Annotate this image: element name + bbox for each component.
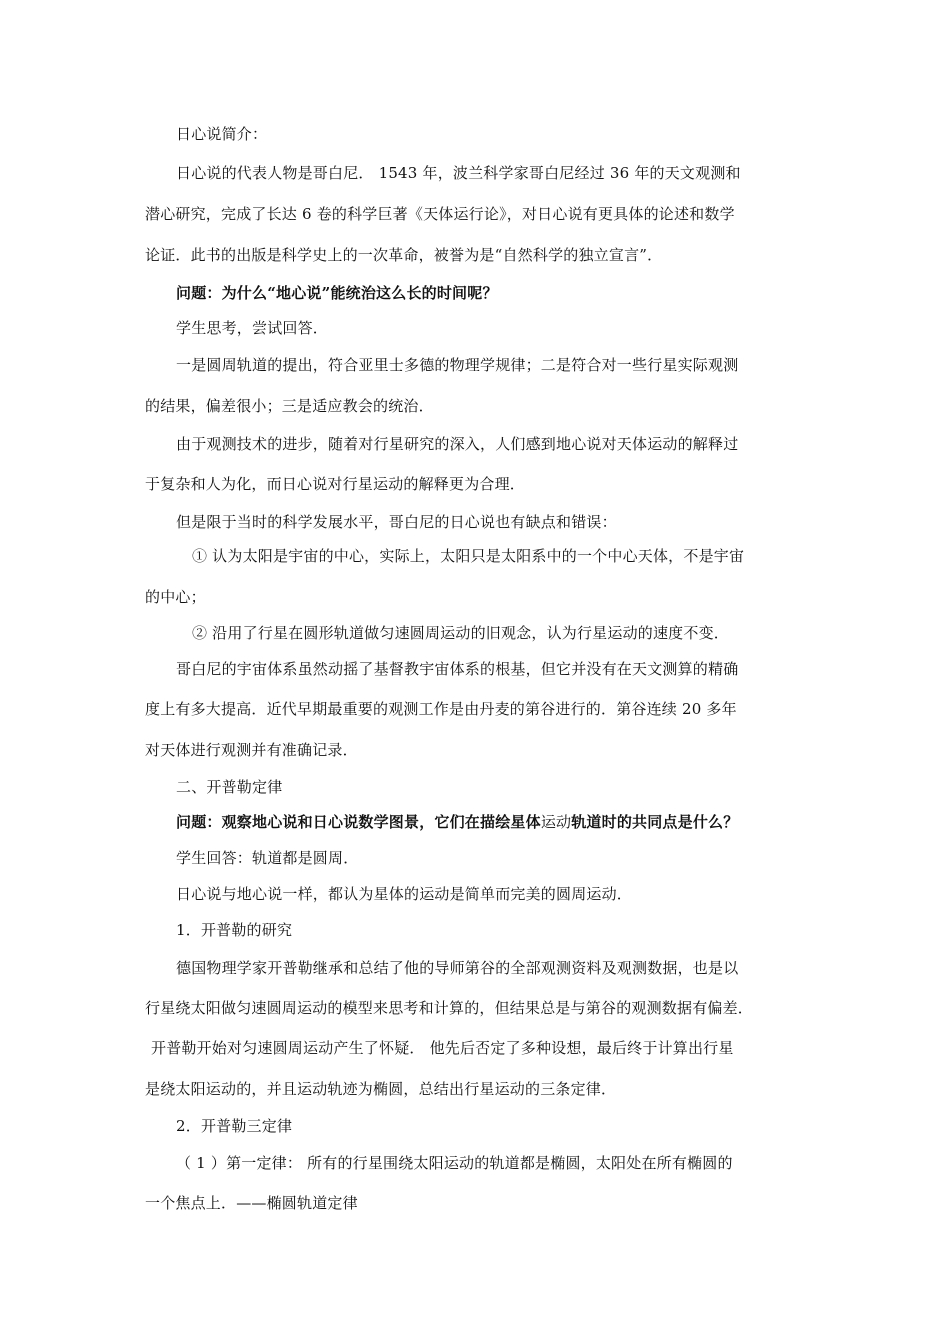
tycho-paragraph-line-2: 度上有多大提高．近代早期最重要的观测工作是由丹麦的第谷进行的．第谷连续 20 多年	[145, 700, 737, 718]
heliocentric-paragraph-line-3: 论证．此书的出版是科学史上的一次革命，被誉为是“自然科学的独立宣言”．	[145, 246, 663, 264]
question-geocentric-dominance: 问题：为什么“地心说”能统治这么长的时间呢？	[176, 284, 498, 302]
first-law-line-2: 一个焦点上．——椭圆轨道定律	[145, 1194, 358, 1212]
heliocentric-paragraph-line-1: 日心说的代表人物是哥白尼． 1543 年，波兰科学家哥白尼经过 36 年的天文观测和	[176, 164, 741, 182]
first-law-line-1: （ 1 ）第一定律： 所有的行星围绕太阳运动的轨道都是椭圆，太阳处在所有椭圆的	[176, 1154, 733, 1172]
heliocentric-limits-line: 但是限于当时的科学发展水平，哥白尼的日心说也有缺点和错误：	[176, 513, 617, 531]
student-thinking-note: 学生思考，尝试回答．	[176, 319, 329, 337]
tycho-paragraph-line-1: 哥白尼的宇宙体系虽然动摇了基督教宇宙体系的根基，但它并没有在天文测算的精确	[176, 660, 739, 678]
heliocentric-intro-heading: 日心说简介：	[176, 125, 268, 143]
question-common-point-part-1: 问题：观察地心说和日心说数学图景，它们在描绘星体	[176, 813, 541, 831]
tycho-paragraph-line-3: 对天体进行观测并有准确记录．	[145, 741, 358, 759]
question-common-point-part-2: 运动	[540, 813, 572, 831]
answer-line-2: 的结果，偏差很小；三是适应教会的统治．	[145, 397, 434, 415]
heliocentric-paragraph-line-2: 潜心研究，完成了长达 6 卷的科学巨著《天体运行论》，对日心说有更具体的论述和数学	[145, 205, 735, 223]
observation-progress-line-1: 由于观测技术的进步，随着对行星研究的深入，人们感到地心说对天体运动的解释过	[176, 435, 739, 453]
question-common-point-part-3: 轨道时的共同点是什么？	[571, 813, 739, 831]
flaw-2-line: ② 沿用了行星在圆形轨道做匀速圆周运动的旧观念，认为行星运动的速度不变．	[192, 624, 729, 642]
answer-line-1: 一是圆周轨道的提出，符合亚里士多德的物理学规律；二是符合对一些行星实际观测	[176, 356, 739, 374]
student-answer: 学生回答：轨道都是圆周．	[176, 849, 359, 867]
kepler-paragraph-line-2: 行星绕太阳做匀速圆周运动的模型来思考和计算的，但结果总是与第谷的观测数据有偏差．	[145, 999, 754, 1017]
common-point-statement: 日心说与地心说一样，都认为星体的运动是简单而完美的圆周运动．	[176, 885, 633, 903]
observation-progress-line-2: 于复杂和人为化，而日心说对行星运动的解释更为合理．	[145, 475, 526, 493]
kepler-paragraph-line-3: 开普勒开始对匀速圆周运动产生了怀疑． 他先后否定了多种设想，最后终于计算出行星	[151, 1039, 734, 1057]
section-2-heading: 二、开普勒定律	[176, 778, 283, 796]
flaw-1-line-1: ① 认为太阳是宇宙的中心，实际上，太阳只是太阳系中的一个中心天体，不是宇宙	[192, 547, 745, 565]
flaw-1-line-2: 的中心；	[145, 588, 206, 606]
question-common-point	[176, 812, 738, 832]
kepler-laws-heading: 2．开普勒三定律	[176, 1117, 293, 1135]
kepler-research-heading: 1．开普勒的研究	[176, 921, 293, 939]
kepler-paragraph-line-1: 德国物理学家开普勒继承和总结了他的导师第谷的全部观测资料及观测数据，也是以	[176, 959, 739, 977]
kepler-paragraph-line-4: 是绕太阳运动的，并且运动轨迹为椭圆，总结出行星运动的三条定律．	[145, 1080, 617, 1098]
